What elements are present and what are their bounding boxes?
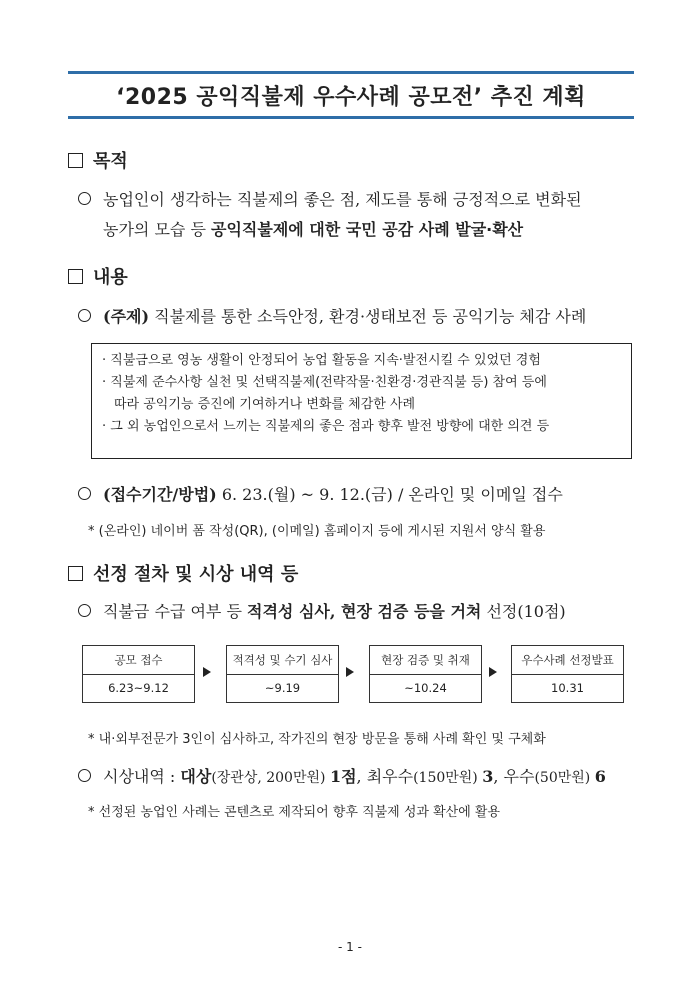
topic-examples-box: [91, 343, 632, 459]
box-item: 따라 공익기능 증진에 기여하거나 변화를 체감한 사례: [114, 397, 416, 412]
stage-title: 우수사례 선정발표: [512, 646, 623, 675]
stage-box: [511, 645, 624, 703]
page-number: - 1 -: [338, 940, 362, 954]
square-bullet-icon: [68, 566, 83, 581]
topic-label: (주제): [103, 307, 150, 326]
topic-bullet: [78, 302, 586, 332]
stage-date: 10.31: [551, 681, 584, 695]
box-item: · 직불제 준수사항 실천 및 선택직불제(전략작물·친환경·경관직불 등) 참여 등에: [102, 375, 547, 390]
circle-bullet-icon: [78, 309, 91, 322]
section-selection-heading: 선정 절차 및 시상 내역 등: [68, 560, 298, 586]
section-purpose-heading: 목적: [68, 147, 128, 173]
section-content-heading: 내용: [68, 263, 128, 289]
circle-bullet-icon: [78, 192, 91, 205]
period-bullet: [78, 480, 563, 510]
selection-process-flow: [82, 645, 622, 705]
stage-title: 적격성 및 수기 심사: [227, 646, 338, 675]
purpose-line2: 농가의 모습 등: [103, 220, 211, 239]
stage-date: ~9.19: [264, 681, 301, 695]
circle-bullet-icon: [78, 487, 91, 500]
stage-date: ~10.24: [404, 681, 447, 695]
period-label: (접수기간/방법): [103, 485, 217, 504]
stage-box: [369, 645, 482, 703]
page-title: ‘2025 공익직불제 우수사례 공모전’ 추진 계획: [116, 85, 586, 110]
square-bullet-icon: [68, 269, 83, 284]
purpose-line2-bold: 공익직불제에 대한 국민 공감 사례 발굴·확산: [211, 220, 524, 239]
stage-box: [82, 645, 195, 703]
title-bottom-rule: [68, 116, 634, 119]
period-note: * (온라인) 네이버 폼 작성(QR), (이메일) 홈페이지 등에 게시된 지원서 양식 활용: [88, 524, 546, 539]
stage-title: 공모 접수: [83, 646, 194, 675]
selection-bullet: 직불금 수급 여부 등 적격성 심사, 현장 검증 등을 거쳐 선정(10점): [78, 597, 566, 627]
title-top-rule: [68, 71, 634, 74]
box-item: · 그 외 농업인으로서 느끼는 직불제의 좋은 점과 향후 발전 방향에 대한 의견 등: [102, 419, 550, 434]
arrow-right-icon: [489, 667, 497, 677]
square-bullet-icon: [68, 153, 83, 168]
circle-bullet-icon: [78, 769, 91, 782]
arrow-right-icon: [346, 667, 354, 677]
selection-bold: 적격성 심사, 현장 검증 등을 거쳐: [247, 602, 482, 621]
judge-note: * 내·외부전문가 3인이 심사하고, 작가진의 현장 방문을 통해 사례 확인 및 구체화: [88, 732, 546, 747]
arrow-right-icon: [203, 667, 211, 677]
circle-bullet-icon: [78, 604, 91, 617]
award-bullet: 시상내역 : 대상(장관상, 200만원) 1점, 최우수(150만원) 3, 우수(50만원) 6: [78, 762, 606, 793]
award-note: * 선정된 농업인 사례는 콘텐츠로 제작되어 향후 직불제 성과 확산에 활용: [88, 805, 501, 820]
purpose-line1: 농업인이 생각하는 직불제의 좋은 점, 제도를 통해 긍정적으로 변화된: [103, 190, 582, 209]
purpose-bullet: [78, 185, 582, 245]
topic-text: 직불제를 통한 소득안정, 환경·생태보전 등 공익기능 체감 사례: [149, 307, 587, 326]
stage-box: [226, 645, 339, 703]
box-item: · 직불금으로 영농 생활이 안정되어 농업 활동을 지속·발전시킬 수 있었던 경험: [102, 353, 541, 368]
stage-title: 현장 검증 및 취재: [370, 646, 481, 675]
period-text: 6. 23.(월) ~ 9. 12.(금) / 온라인 및 이메일 접수: [216, 485, 563, 504]
stage-date: 6.23~9.12: [108, 681, 169, 695]
